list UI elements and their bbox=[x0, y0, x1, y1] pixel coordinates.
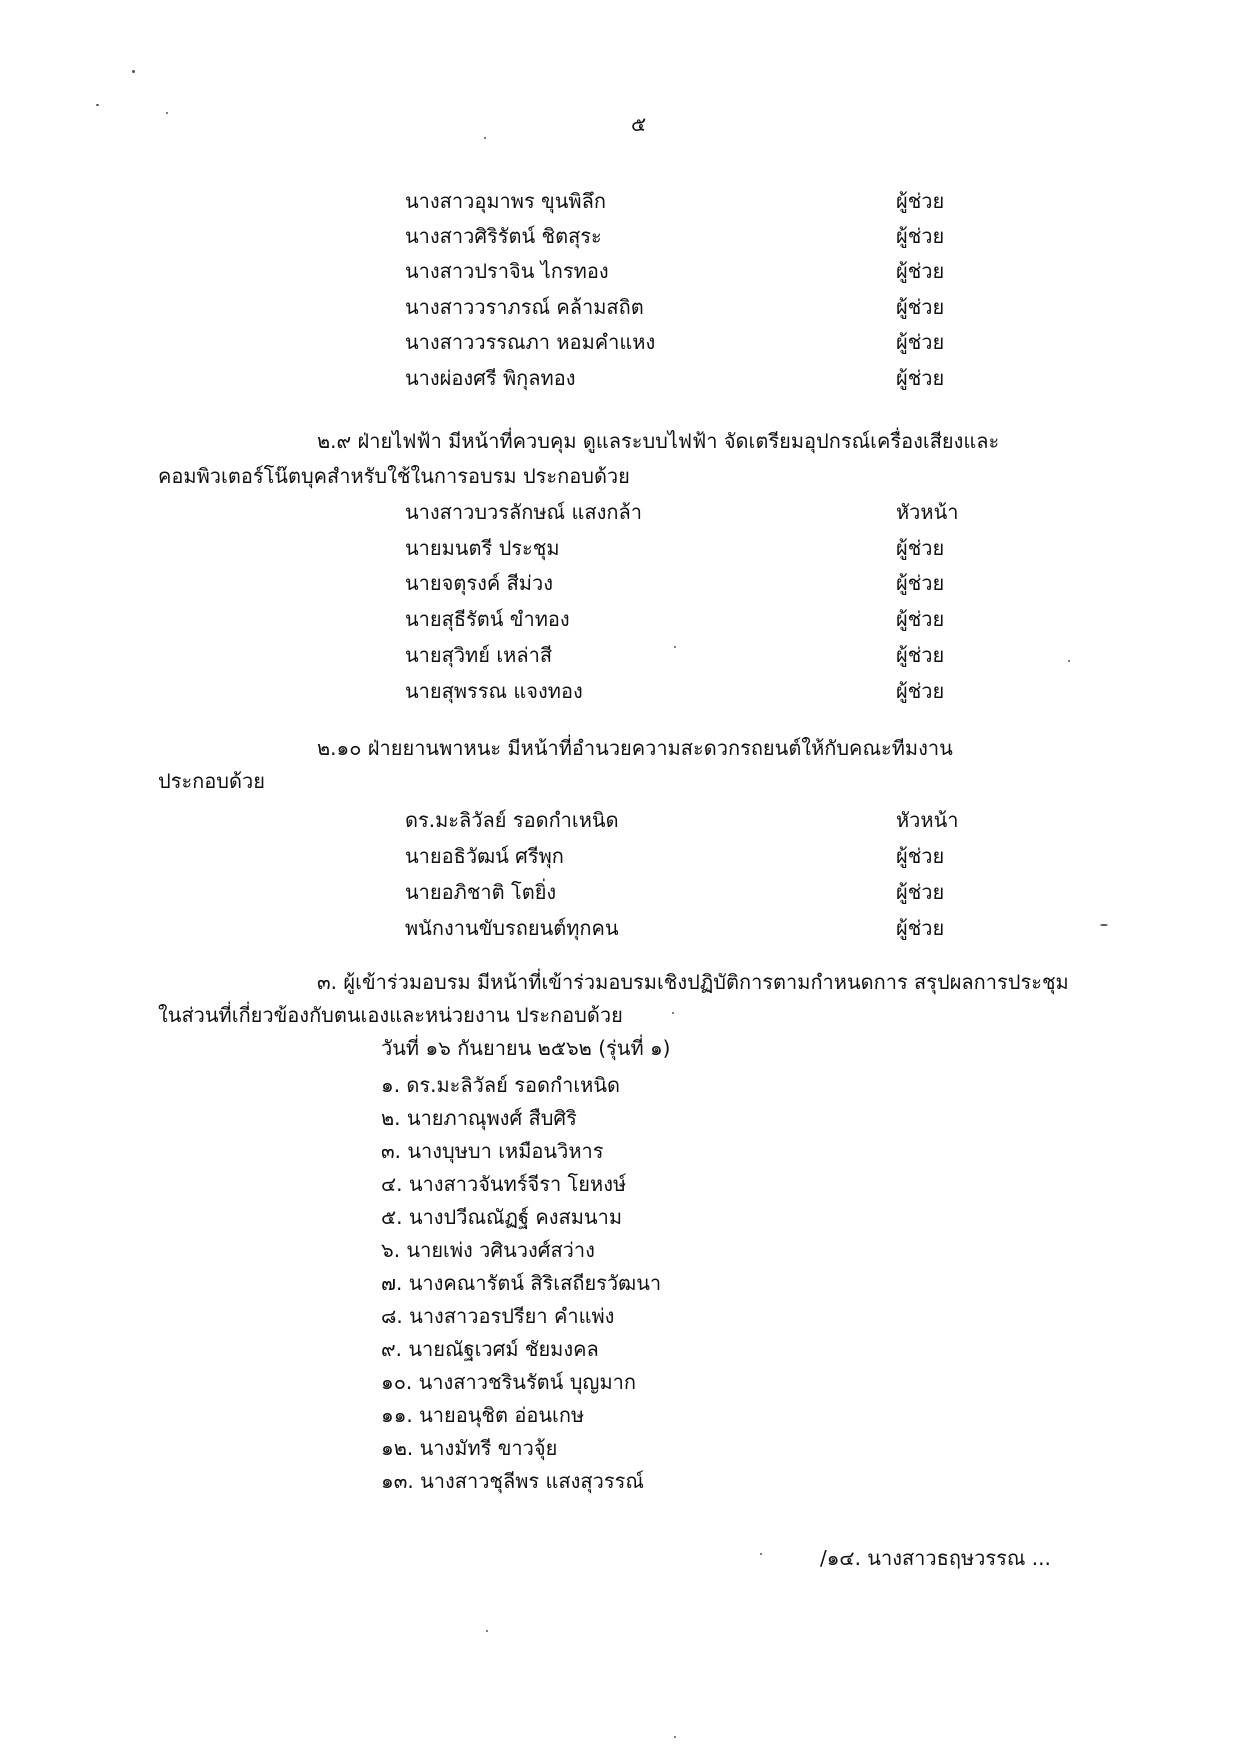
member-role: ผู้ช่วย bbox=[896, 189, 945, 213]
member-role: ผู้ช่วย bbox=[896, 844, 945, 868]
member-role: ผู้ช่วย bbox=[896, 224, 945, 248]
scan-speck bbox=[166, 112, 168, 114]
scan-speck bbox=[132, 70, 135, 73]
member-name: นายสุธีรัตน์ ขำทอง bbox=[405, 607, 570, 631]
member-name: นายมนตรี ประชุม bbox=[405, 536, 560, 560]
member-role: ผู้ช่วย bbox=[896, 916, 945, 940]
member-role: ผู้ช่วย bbox=[896, 607, 945, 631]
member-name: ดร.มะลิวัลย์ รอดกำเหนิด bbox=[405, 808, 619, 832]
scan-speck bbox=[1100, 924, 1108, 926]
member-name: พนักงานขับรถยนต์ทุกคน bbox=[405, 916, 619, 940]
member-role: ผู้ช่วย bbox=[896, 536, 945, 560]
list-item: ๘. นางสาวอรปรียา คำแพ่ง bbox=[381, 1304, 615, 1328]
section-heading-continued: ในส่วนที่เกี่ยวข้องกับตนเองและหน่วยงาน ประกอบด้วย bbox=[158, 1003, 623, 1027]
member-name: นายจตุรงค์ สีม่วง bbox=[405, 571, 553, 595]
list-item: ๗. นางคณารัตน์ สิริเสถียรวัฒนา bbox=[381, 1271, 662, 1295]
member-role: ผู้ช่วย bbox=[896, 643, 945, 667]
member-name: นางสาววราภรณ์ คล้ามสถิต bbox=[405, 295, 644, 319]
member-name: นางผ่องศรี พิกุลทอง bbox=[405, 366, 576, 390]
list-item: ๒. นายภาณุพงศ์ สืบศิริ bbox=[381, 1106, 577, 1130]
member-role: ผู้ช่วย bbox=[896, 571, 945, 595]
list-item: ๖. นายเพ่ง วศินวงศ์สว่าง bbox=[381, 1238, 595, 1262]
section-heading: ๓. ผู้เข้าร่วมอบรม มีหน้าที่เข้าร่วมอบรมเชิงปฏิบัติการตามกำหนดการ สรุปผลการประชุม bbox=[317, 970, 1069, 994]
member-name: นางสาวบวรลักษณ์ แสงกล้า bbox=[405, 500, 642, 524]
member-role: ผู้ช่วย bbox=[896, 679, 945, 703]
member-role: ผู้ช่วย bbox=[896, 295, 945, 319]
member-name: นายสุพรรณ แจงทอง bbox=[405, 679, 583, 703]
list-item: ๙. นายณัฐเวศม์ ชัยมงคล bbox=[381, 1337, 599, 1361]
member-role: หัวหน้า bbox=[896, 500, 959, 524]
member-name: นายสุวิทย์ เหล่าสี bbox=[405, 643, 553, 667]
member-name: นายอธิวัฒน์ ศรีพุก bbox=[405, 844, 564, 868]
session-date: วันที่ ๑๖ กันยายน ๒๕๖๒ (รุ่นที่ ๑) bbox=[381, 1036, 671, 1060]
list-item: ๓. นางบุษบา เหมือนวิหาร bbox=[381, 1139, 604, 1163]
member-name: นายอภิชาติ โตยิ่ง bbox=[405, 880, 557, 904]
list-item: ๑๓. นางสาวชุลีพร แสงสุวรรณ์ bbox=[381, 1469, 644, 1493]
member-role: ผู้ช่วย bbox=[896, 330, 945, 354]
section-heading-continued: ประกอบด้วย bbox=[158, 769, 265, 793]
scan-speck bbox=[486, 1630, 488, 1632]
scan-speck bbox=[96, 104, 99, 106]
member-role: ผู้ช่วย bbox=[896, 366, 945, 390]
list-item: ๔. นางสาวจันทร์จีรา โยหงษ์ bbox=[381, 1172, 627, 1196]
section-heading: ๒.๑๐ ฝ่ายยานพาหนะ มีหน้าที่อำนวยความสะดวกรถยนต์ให้กับคณะทีมงาน bbox=[317, 736, 953, 760]
list-item: ๑๐. นางสาวชรินรัตน์ บุญมาก bbox=[381, 1370, 636, 1394]
section-heading: ๒.๙ ฝ่ายไฟฟ้า มีหน้าที่ควบคุม ดูแลระบบไฟฟ้า จัดเตรียมอุปกรณ์เครื่องเสียงและ bbox=[317, 429, 1000, 453]
scan-speck bbox=[484, 137, 486, 139]
list-item: ๑. ดร.มะลิวัลย์ รอดกำเหนิด bbox=[381, 1073, 621, 1097]
member-name: นางสาวปราจิน ไกรทอง bbox=[405, 259, 609, 283]
list-item: ๕. นางปวีณณัฏฐ์ คงสมนาม bbox=[381, 1205, 622, 1229]
member-name: นางสาววรรณภา หอมคำแหง bbox=[405, 330, 656, 354]
member-role: ผู้ช่วย bbox=[896, 259, 945, 283]
member-name: นางสาวอุมาพร ขุนพิลึก bbox=[405, 189, 606, 213]
list-item: ๑๑. นายอนุชิต อ่อนเกษ bbox=[381, 1403, 585, 1427]
section-heading-continued: คอมพิวเตอร์โน๊ตบุคสำหรับใช้ในการอบรม ประกอบด้วย bbox=[158, 464, 630, 488]
list-item: ๑๒. นางมัทรี ขาวจุ้ย bbox=[381, 1436, 558, 1460]
scan-speck bbox=[674, 646, 676, 648]
scan-speck bbox=[672, 1012, 674, 1014]
scan-speck bbox=[760, 1553, 762, 1555]
member-role: ผู้ช่วย bbox=[896, 880, 945, 904]
member-role: หัวหน้า bbox=[896, 808, 959, 832]
continuation-note: /๑๔. นางสาวธฤษวรรณ ... bbox=[820, 1546, 1051, 1570]
page-number: ๕ bbox=[631, 112, 647, 136]
scan-speck bbox=[674, 1736, 676, 1738]
scan-speck bbox=[1068, 660, 1070, 662]
member-name: นางสาวศิริรัตน์ ชิตสุระ bbox=[405, 224, 602, 248]
